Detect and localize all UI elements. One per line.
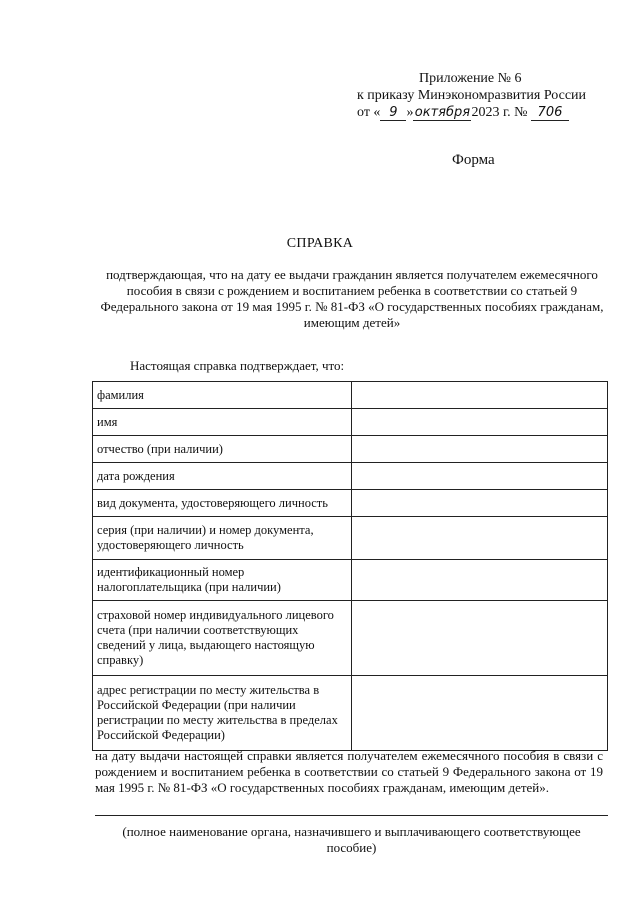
order-date-line [352, 104, 612, 121]
field-label: имя [93, 409, 352, 436]
statement-text: на дату выдачи настоящей справки является получателем ежемесячного пособия в связи с рождением и воспитанием ребенка в соответствии со статьей 9 Федерального закона от 19 мая 1995 г. № 81-ФЗ «О государственных пособиях гражданам, имеющим детей». [95, 748, 603, 795]
field-value-cell[interactable] [352, 382, 608, 409]
field-value-cell[interactable] [352, 517, 608, 560]
field-value-cell[interactable] [352, 601, 608, 676]
field-label: отчество (при наличии) [93, 436, 352, 463]
table-row [93, 382, 608, 409]
field-value-cell[interactable] [352, 676, 608, 751]
table-row [93, 463, 608, 490]
intro-text: Настоящая справка подтверждает, что: [130, 358, 345, 373]
date-prefix: от « [357, 105, 381, 120]
field-value-cell[interactable] [352, 490, 608, 517]
field-label: фамилия [93, 382, 352, 409]
appendix-header [352, 70, 612, 121]
field-label: серия (при наличии) и номер документа, удостоверяющего личность [93, 517, 352, 560]
field-value-cell[interactable] [352, 409, 608, 436]
handwritten-month: октября [414, 105, 471, 120]
signature-caption: (полное наименование органа, назначившего и выплачивающего соответствующее пособие) [122, 824, 581, 855]
table-row [93, 490, 608, 517]
handwritten-order-number: 706 [531, 106, 569, 121]
date-mid: » [406, 105, 414, 120]
table-row [93, 409, 608, 436]
field-label: адрес регистрации по месту жительства в Российской Федерации (при наличии регистрации по месту жительства в пределах Российской Федерации) [93, 676, 352, 751]
field-value-cell[interactable] [352, 560, 608, 601]
field-label: страховой номер индивидуального лицевого счета (при наличии соответствующих сведений у лица, выдающего настоящую справку) [93, 601, 352, 676]
document-subtitle: подтверждающая, что на дату ее выдачи гражданин является получателем ежемесячного пособия в связи с рождением и воспитанием ребенка в соответствии со статьей 9 Федерального закона от 19 мая 1995 г. № 81-ФЗ «О государственных пособиях гражданам, имеющим детей» [100, 267, 604, 330]
order-reference: к приказу Минэкономразвития России [357, 88, 587, 103]
field-label: дата рождения [93, 463, 352, 490]
table-row [93, 517, 608, 560]
field-value-cell[interactable] [352, 463, 608, 490]
field-value-cell[interactable] [352, 436, 608, 463]
table-row [93, 676, 608, 751]
table-row [93, 560, 608, 601]
fields-table [92, 381, 608, 751]
signature-line [95, 815, 608, 816]
appendix-number: Приложение № 6 [419, 71, 522, 86]
form-label: Форма [452, 152, 495, 168]
date-year: 2023 г. № [471, 105, 528, 120]
table-row [93, 601, 608, 676]
document-title: СПРАВКА [286, 236, 354, 251]
field-label: вид документа, удостоверяющего личность [93, 490, 352, 517]
handwritten-day: 9 [380, 106, 406, 121]
field-label: идентификационный номер налогоплательщика (при наличии) [93, 560, 352, 601]
table-row [93, 436, 608, 463]
